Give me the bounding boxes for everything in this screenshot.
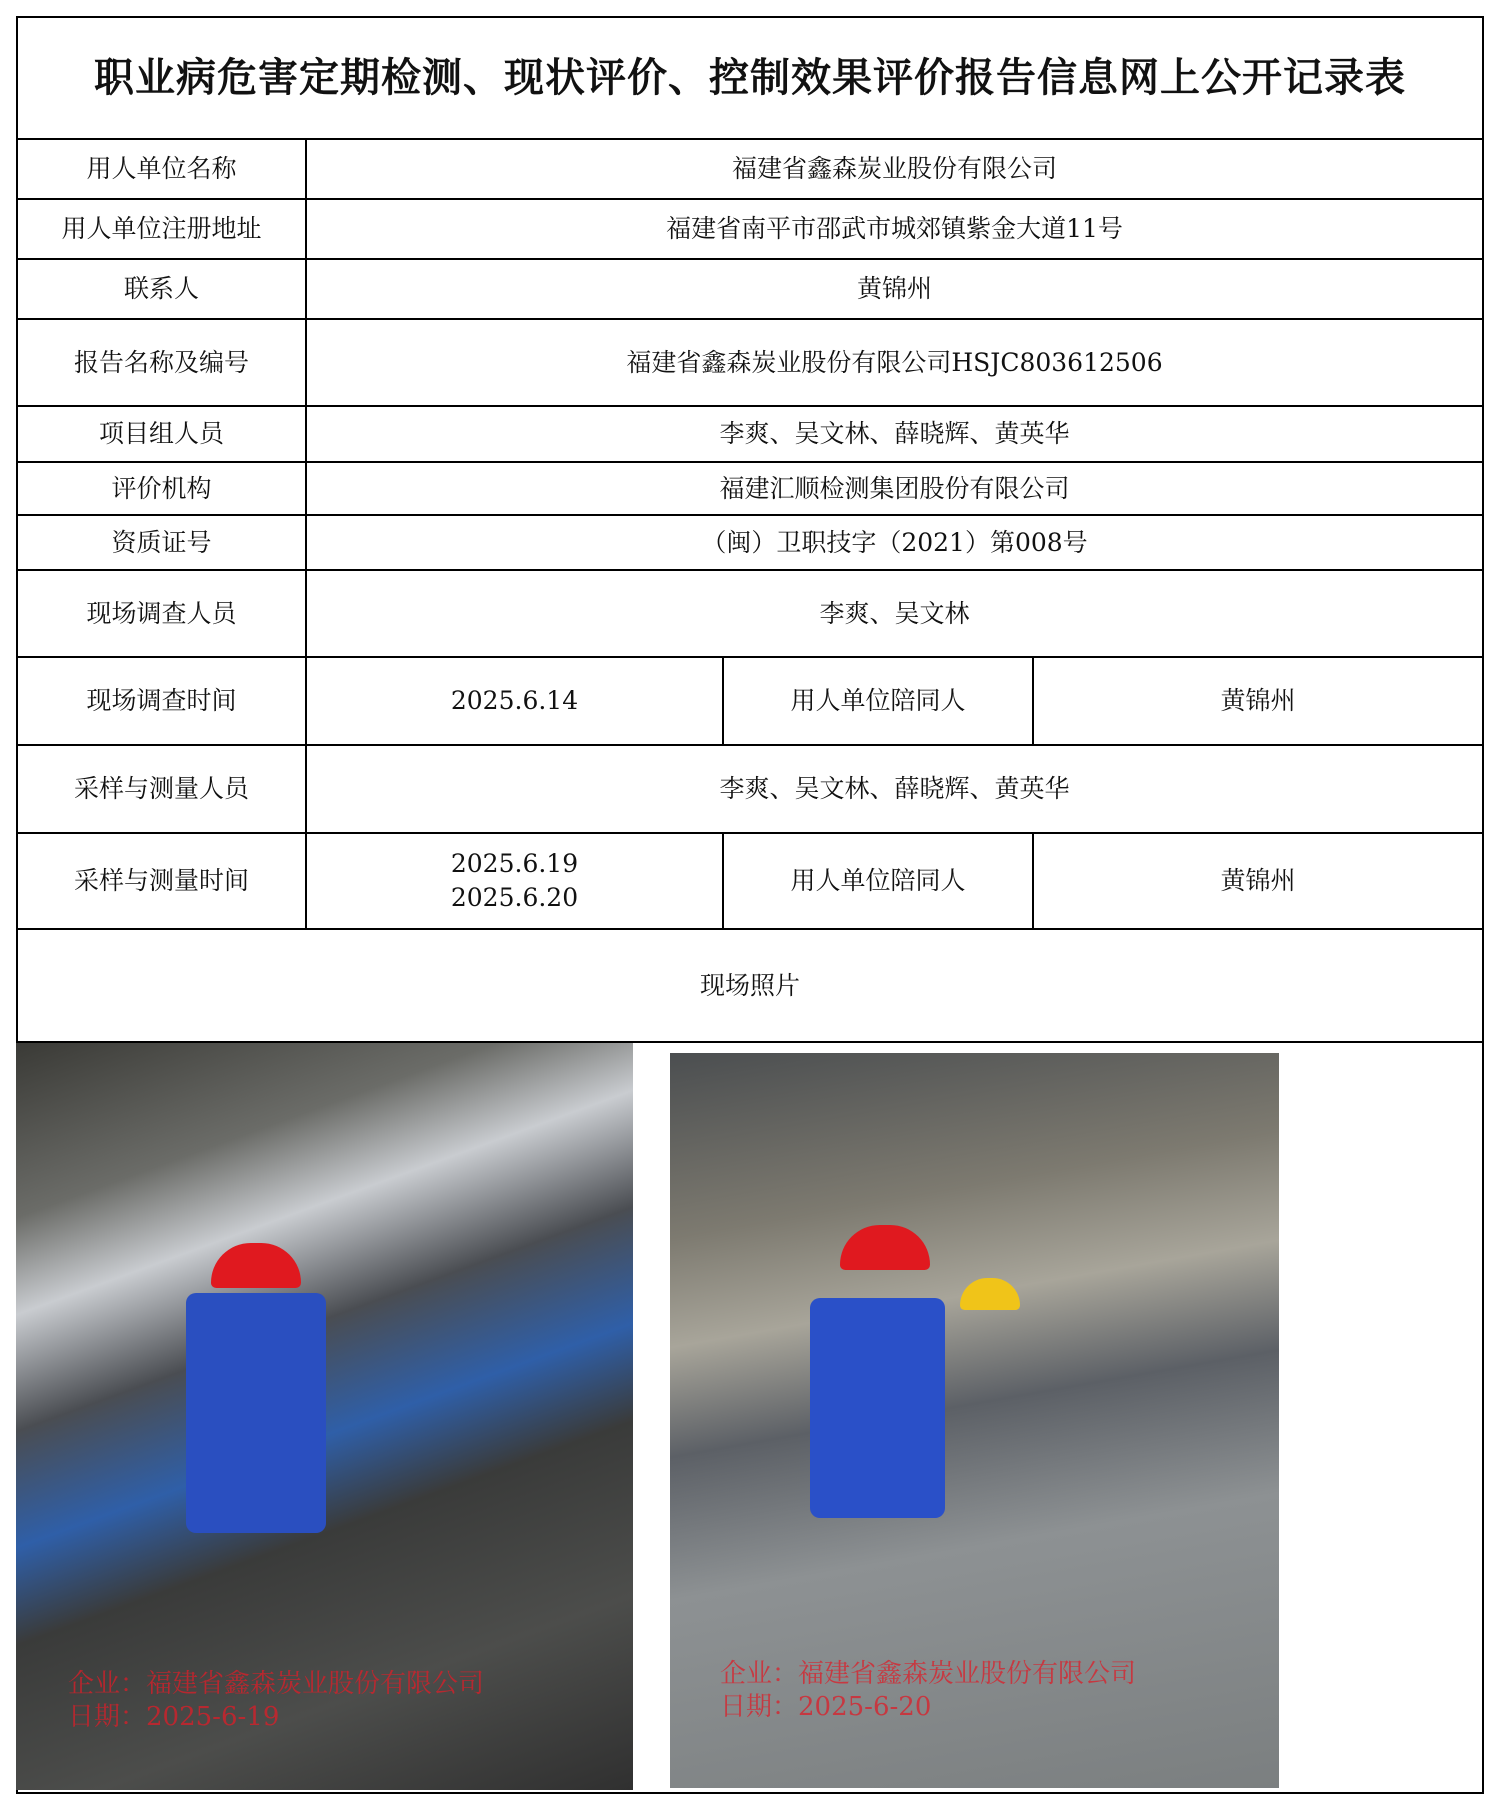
value-report: 福建省鑫森炭业股份有限公司HSJC803612506 [307, 320, 1484, 407]
photos-heading: 现场照片 [16, 930, 1484, 1043]
label-survey-accompany: 用人单位陪同人 [724, 658, 1034, 746]
value-sampling-staff: 李爽、吴文林、薛晓辉、黄英华 [307, 746, 1484, 834]
label-agency: 评价机构 [16, 463, 307, 516]
label-report: 报告名称及编号 [16, 320, 307, 407]
watermark-date: 日期：2025-6-19 [68, 1701, 280, 1732]
site-photo-1 [16, 1043, 633, 1790]
yellow-helmet [960, 1278, 1020, 1310]
value-agency: 福建汇顺检测集团股份有限公司 [307, 463, 1484, 516]
worker-vest [810, 1298, 945, 1518]
value-sampling-time [307, 834, 724, 930]
value-employer-name: 福建省鑫森炭业股份有限公司 [307, 140, 1484, 200]
value-contact: 黄锦州 [307, 260, 1484, 320]
watermark-company: 企业：福建省鑫森炭业股份有限公司 [720, 1659, 1137, 1689]
site-photo-2 [670, 1053, 1279, 1788]
value-survey-time: 2025.6.14 [307, 658, 724, 746]
label-employer-name: 用人单位名称 [16, 140, 307, 200]
label-sampling-staff: 采样与测量人员 [16, 746, 307, 834]
sampling-date-2: 2025.6.20 [450, 883, 579, 912]
value-team: 李爽、吴文林、薛晓辉、黄英华 [307, 407, 1484, 463]
value-employer-address: 福建省南平市邵武市城郊镇紫金大道11号 [307, 200, 1484, 260]
value-cert: （闽）卫职技字（2021）第008号 [307, 516, 1484, 571]
value-survey-accompany: 黄锦州 [1034, 658, 1484, 746]
label-employer-address: 用人单位注册地址 [16, 200, 307, 260]
label-sampling-time: 采样与测量时间 [16, 834, 307, 930]
watermark-date: 日期：2025-6-20 [720, 1691, 932, 1722]
red-helmet [211, 1243, 301, 1288]
watermark-company: 企业：福建省鑫森炭业股份有限公司 [68, 1669, 485, 1699]
worker-vest [186, 1293, 326, 1533]
label-survey-time: 现场调查时间 [16, 658, 307, 746]
value-survey-staff: 李爽、吴文林 [307, 571, 1484, 658]
page-title: 职业病危害定期检测、现状评价、控制效果评价报告信息网上公开记录表 [16, 16, 1484, 140]
value-sampling-accompany: 黄锦州 [1034, 834, 1484, 930]
label-contact: 联系人 [16, 260, 307, 320]
label-survey-staff: 现场调查人员 [16, 571, 307, 658]
red-helmet [840, 1225, 930, 1270]
label-team: 项目组人员 [16, 407, 307, 463]
label-cert: 资质证号 [16, 516, 307, 571]
label-sampling-accompany: 用人单位陪同人 [724, 834, 1034, 930]
sampling-date-1: 2025.6.19 [450, 849, 579, 879]
